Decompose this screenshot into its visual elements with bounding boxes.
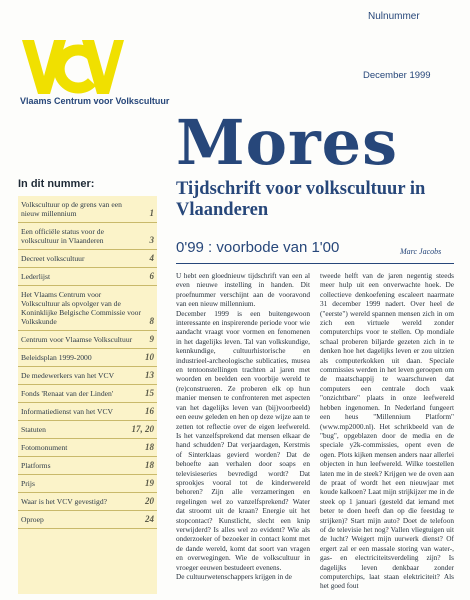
toc-item-title: Waar is het VCV gevestigd?	[21, 497, 107, 506]
toc-item[interactable]	[18, 421, 157, 439]
toc-item-title: De medewerkers van het VCV	[21, 371, 115, 380]
toc-item[interactable]	[18, 457, 157, 475]
table-of-contents	[18, 196, 157, 594]
toc-item-title: Statuten	[21, 425, 46, 434]
toc-item-page: 6	[149, 271, 154, 281]
toc-item[interactable]	[18, 475, 157, 493]
toc-item-page: 1	[149, 208, 154, 218]
toc-item-title: Oproep	[21, 515, 44, 524]
toc-item-title: Het Vlaams Centrum voor Volkscultuur als opvolger van de Koninklijke Belgische Commissie voor Volkskunde	[21, 290, 142, 326]
toc-item[interactable]	[18, 223, 157, 250]
article-title: 0'99 : voorbode van 1'00	[176, 239, 340, 256]
toc-item-page: 16	[145, 406, 154, 416]
issue-label: Nulnummer	[368, 11, 420, 22]
toc-item-title: Een officiële status voor de volkscultuur in Vlaanderen	[21, 227, 104, 245]
toc-item-title: Volkscultuur op de grens van een nieuw millennium	[21, 200, 122, 218]
toc-item[interactable]	[18, 439, 157, 457]
toc-item[interactable]	[18, 493, 157, 511]
toc-item-page: 8	[149, 316, 154, 326]
article-author: Marc Jacobs	[400, 247, 442, 256]
toc-item[interactable]	[18, 349, 157, 367]
toc-item-page: 4	[149, 253, 154, 263]
toc-item-page: 13	[145, 370, 154, 380]
toc-item[interactable]	[18, 196, 157, 223]
toc-item-page: 24	[145, 514, 154, 524]
toc-item-page: 3	[149, 235, 154, 245]
title-divider	[176, 263, 454, 264]
toc-item[interactable]	[18, 367, 157, 385]
toc-item[interactable]	[18, 286, 157, 331]
toc-item-title: Fonds 'Renaat van der Linden'	[21, 389, 114, 398]
toc-item[interactable]	[18, 250, 157, 268]
toc-item-title: Lederlijst	[21, 272, 51, 281]
toc-item-page: 17, 20	[131, 424, 154, 434]
toc-item-page: 18	[145, 460, 154, 470]
article-column-1: U hebt een gloednieuw tijdschrift van een al even nieuwe instelling in handen. Dit proefnummer verschijnt aan de vooravond van een nieuw millennium. December 1999 is een buitengewoon interessante en inspirerende periode voor wie aandacht vraagt voor vormen en fenomenen in het dagelijks leven. Tal van volkskundige, kennkundige, cultuurhistorische en industrieel-archeologische sublicaties, musea en tentoonstellingen trachten al jaren met woorden en beelden een voorbije wereld te (re)construeren. Ze proberen elk op hun manier mensen te confronteren met aspecten van het dagelijks leven van (bij)voorbeeld) een eeuw geleden en hen op deze wijze aan te zetten tot reflectie over de eigen leefwereld. Is het vanzelfsprekend dat mensen elkaar de hand schudden? Dat verjaardagen, Kerstmis of Sinterklaas gevierd worden? Dat de behoefte aan verhalen door soaps en televisieseries bevredigd wordt? Dat sprookjes vooral tot de kinderwereld behoren? Zijn alle verzameringen en regelingen wel zo vanzelfsprekend? Water dat stroomt uit de kraan? Energie uit het stopcontact? Kunstlicht, slecht een knip verwijderd? Is alles wel zo evident? Wie als onderzoeker of bezoeker in contact komt met de dande wereld, komt dat soort van vragen en overwegingen. Wie de volkscultuur in vroeger eeuwen bestudeert evenens. De cultuurwetenschappers krijgen in de	[176, 271, 310, 581]
toc-item[interactable]	[18, 331, 157, 349]
toc-item-page: 15	[145, 388, 154, 398]
toc-item-title: Prijs	[21, 479, 35, 488]
masthead-subtitle: Tijdschrift voor volkscultuur in Vlaanderen	[176, 179, 426, 220]
toc-item-page: 19	[145, 478, 154, 488]
toc-item-title: Platforms	[21, 461, 51, 470]
toc-item[interactable]	[18, 403, 157, 421]
toc-item[interactable]	[18, 385, 157, 403]
toc-heading: In dit nummer:	[18, 178, 95, 190]
masthead-title: Mores	[176, 106, 398, 179]
article-column-2: tweede helft van de jaren negentig steeds meer hulp uit een onverwachte hoek. De collectieve denkoefening escaleert naarmate 31 december 1999 nadert. Over heel de ("eerste") wereld spannen mensen zich in om zich een virtuele wereld zonder computerchips voor te stellen. Op mondiale schaal proberen biljarde gezeten zich in te denken hoe het dagelijks leven er zou uitzien als computerkokken uit daan. Speciale commissies werden in het leven geroepen om de maatschappij te waarschuwen dat computers een centrale doch vaak "onzichtbare" plaats in onze leefwereld hebben ingenomen. In Nederland fungeert een heus "Millennium Platform" (www.mp2000.nl). Het schrikbeeld van de "bug", opgeblazen door de media en de speciale y2k-commissies, opent even de ogen. Plots kijken mensen anders naar allerlei objecten in hun leefwereld. Wilke toestellen laten me in de steek? Krijgen we de oven aan de praat of wordt het een nieuwjaar met koude kalkoen? Laat mijn strijkijzer me in de steek op 1 januari (gesteld dat iemand met beter te doen heeft dan op die feestdag te strijken)? Start mijn auto? Doet de telefoon of de televisie het nog? Vallen vliegtuigen uit de lucht? Weigert mijn uurwerk dienst? Of ergert zal er een massale storing van water-, gas- en electriciteitsverdeling zijn? Is dagelijks leven denkbaar zonder computerchips, laat staan elektriciteit? Als het goed fout	[320, 271, 454, 591]
toc-item-page: 18	[145, 442, 154, 452]
toc-item-page: 20	[145, 496, 154, 506]
toc-item-page: 10	[145, 352, 154, 362]
toc-item-page: 9	[149, 334, 154, 344]
toc-item[interactable]	[18, 268, 157, 286]
toc-item-title: Informatiedienst van het VCV	[21, 407, 114, 416]
toc-item[interactable]	[18, 511, 157, 529]
toc-item-title: Decreet volkscultuur	[21, 254, 85, 263]
toc-item-title: Centrum voor Vlaamse Volkscultuur	[21, 335, 133, 344]
toc-item-title: Fotomonument	[21, 443, 68, 452]
issue-date: December 1999	[363, 70, 431, 81]
organization-name: Vlaams Centrum voor Volkscultuur	[20, 96, 170, 106]
toc-item-title: Beleidsplan 1999-2000	[21, 353, 92, 362]
